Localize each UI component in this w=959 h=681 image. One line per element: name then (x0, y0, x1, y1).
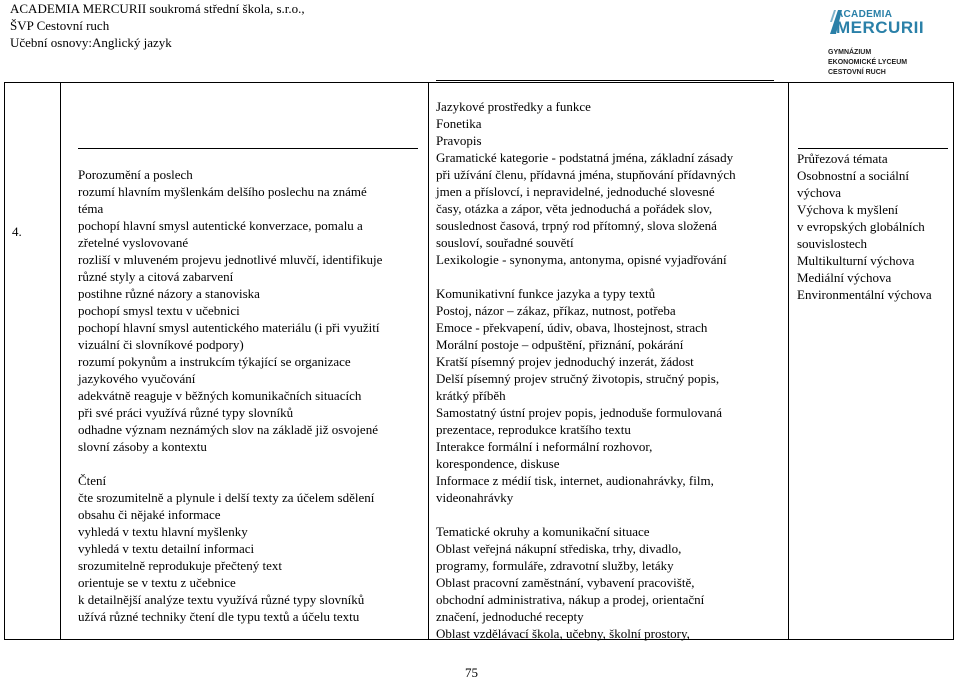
content-line: Morální postoje – odpuštění, přiznání, pokárání (436, 337, 684, 352)
content-line: Delší písemný projev stručný životopis, stručný popis, (436, 371, 720, 386)
content-line: sousloví, souřadné souvětí (436, 235, 574, 250)
content-line: jmen a příslovcí, i nepravidelné, jednoduché slovesné (436, 184, 715, 199)
topic-line: Multikulturní výchova (797, 253, 915, 268)
outcomes-column (78, 166, 382, 625)
content-line: Samostatný ústní projev popis, jednoduše formulovaná (436, 405, 722, 420)
outcome-line: k detailnější analýze textu využívá různé typy slovníků (78, 592, 365, 607)
page-number: 75 (465, 665, 478, 680)
content-column (436, 98, 736, 642)
content-line: Pravopis (436, 133, 482, 148)
outcome-line: čte srozumitelně a plynule i delší texty za účelem sdělení (78, 490, 375, 505)
outcome-line: orientuje se v textu z učebnice (78, 575, 236, 590)
outcome-line: Čtení (78, 473, 107, 488)
content-line (436, 268, 736, 285)
logo-sub-lyceum: EKONOMICKÉ LYCEUM (828, 59, 908, 66)
outcome-line: vyhledá v textu detailní informaci (78, 541, 255, 556)
content-line: krátký příběh (436, 388, 506, 403)
outcome-line: různé styly a citová zabarvení (78, 269, 234, 284)
topic-line: výchova (797, 185, 842, 200)
content-line: Fonetika (436, 116, 482, 131)
logo-sub-gymnazium: GYMNÁZIUM (828, 49, 872, 56)
outcome-line: vyhledá v textu hlavní myšlenky (78, 524, 248, 539)
topic-line: Environmentální výchova (797, 287, 932, 302)
content-line: Oblast pracovní zaměstnání, vybavení pracoviště, (436, 575, 695, 590)
content-line: Emoce - překvapení, údiv, obava, lhostejnost, strach (436, 320, 708, 335)
outcome-line: rozumí pokynům a instrukcím týkající se organizace (78, 354, 351, 369)
content-line: Komunikativní funkce jazyka a typy textů (436, 286, 656, 301)
logo-sub-cestovni: CESTOVNÍ RUCH (828, 69, 886, 76)
outcome-line: slovní zásoby a kontextu (78, 439, 207, 454)
outcome-line: téma (78, 201, 104, 216)
cell-rule-topics (798, 148, 948, 149)
content-line: Kratší písemný projev jednoduchý inzerát, žádost (436, 354, 694, 369)
column-divider-3 (788, 82, 789, 640)
outcome-line: pochopí smysl textu v učebnici (78, 303, 240, 318)
content-line: Interakce formální i neformální rozhovor, (436, 439, 653, 454)
topic-line: Výchova k myšlení (797, 202, 899, 217)
topics-column (797, 150, 932, 303)
outcome-line: při své práci využívá různé typy slovníků (78, 405, 294, 420)
outcome-line: jazykového vyučování (78, 371, 196, 386)
content-line: Postoj, názor – zákaz, příkaz, nutnost, potřeba (436, 303, 676, 318)
content-line: Jazykové prostředky a funkce (436, 99, 591, 114)
logo-subtitle (828, 48, 907, 78)
header-school-name: ACADEMIA MERCURII soukromá střední škola, s.r.o., (10, 1, 305, 16)
content-line: prezentace, reprodukce kratšího textu (436, 422, 631, 437)
content-line: Lexikologie - synonyma, antonyma, opisné vyjadřování (436, 252, 727, 267)
outcome-line: pochopí hlavní smysl autentické konverzace, pomalu a (78, 218, 363, 233)
outcome-line: obsahu či nějaké informace (78, 507, 221, 522)
outcome-line: srozumitelně reprodukuje přečtený text (78, 558, 282, 573)
content-line: korespondence, diskuse (436, 456, 560, 471)
outcome-line: vizuální či slovníkové podpory) (78, 337, 244, 352)
outcome-line (78, 455, 382, 472)
outcome-line: postihne různé názory a stanoviska (78, 286, 260, 301)
logo-mercurii-text: MERCURII (836, 18, 925, 37)
row-number: 4. (12, 224, 22, 239)
topic-line: Mediální výchova (797, 270, 892, 285)
outcome-line: zřetelné vyslovované (78, 235, 189, 250)
logo-academia-text: ACADEMIA (836, 9, 893, 20)
content-line (436, 506, 736, 523)
outcome-line: užívá různé techniky čtení dle typu textů a účelu textu (78, 609, 360, 624)
content-line: obchodní administrativa, nákup a prodej, orientační (436, 592, 705, 607)
outcome-line: rozliší v mluveném projevu jednotlivé mluvčí, identifikuje (78, 252, 383, 267)
outcome-line: pochopí hlavní smysl autentického materiálu (i při využití (78, 320, 380, 335)
outcome-line: adekvátně reaguje v běžných komunikačních situacích (78, 388, 362, 403)
content-line: značení, jednoduché recepty (436, 609, 584, 624)
header-curriculum: Učební osnovy:Anglický jazyk (10, 35, 172, 50)
content-line: časy, otázka a zápor, věta jednoduchá a pořádek slov, (436, 201, 713, 216)
header-program: ŠVP Cestovní ruch (10, 18, 110, 33)
content-line: Gramatické kategorie - podstatná jména, základní zásady (436, 150, 734, 165)
topic-line: souvislostech (797, 236, 868, 251)
content-line: Tematické okruhy a komunikační situace (436, 524, 650, 539)
content-line: Informace z médií tisk, internet, audionahrávky, film, (436, 473, 714, 488)
outcome-line: odhadne význam neznámých slov na základě již osvojené (78, 422, 378, 437)
cell-rule-outcomes (78, 148, 418, 149)
cell-rule-content (436, 80, 774, 81)
document-header (10, 0, 305, 51)
content-line: programy, formuláře, zdravotní služby, letáky (436, 558, 674, 573)
topic-line: Průřezová témata (797, 151, 888, 166)
column-divider-1 (60, 82, 61, 640)
content-line: Oblast vzdělávací škola, učebny, školní prostory, (436, 626, 690, 641)
academia-mercurii-logo (828, 4, 938, 76)
content-line: při užívání členu, přídavná jména, stupňování přídavných (436, 167, 736, 182)
outcome-line: Porozumění a poslech (78, 167, 193, 182)
outcome-line: rozumí hlavním myšlenkám delšího poslechu na známé (78, 184, 367, 199)
topic-line: v evropských globálních (797, 219, 925, 234)
content-line: videonahrávky (436, 490, 514, 505)
content-line: Oblast veřejná nákupní střediska, trhy, divadlo, (436, 541, 682, 556)
topic-line: Osobnostní a sociální (797, 168, 909, 183)
column-divider-2 (428, 82, 429, 640)
content-line: souslednost časová, trpný rod přítomný, slova složená (436, 218, 717, 233)
